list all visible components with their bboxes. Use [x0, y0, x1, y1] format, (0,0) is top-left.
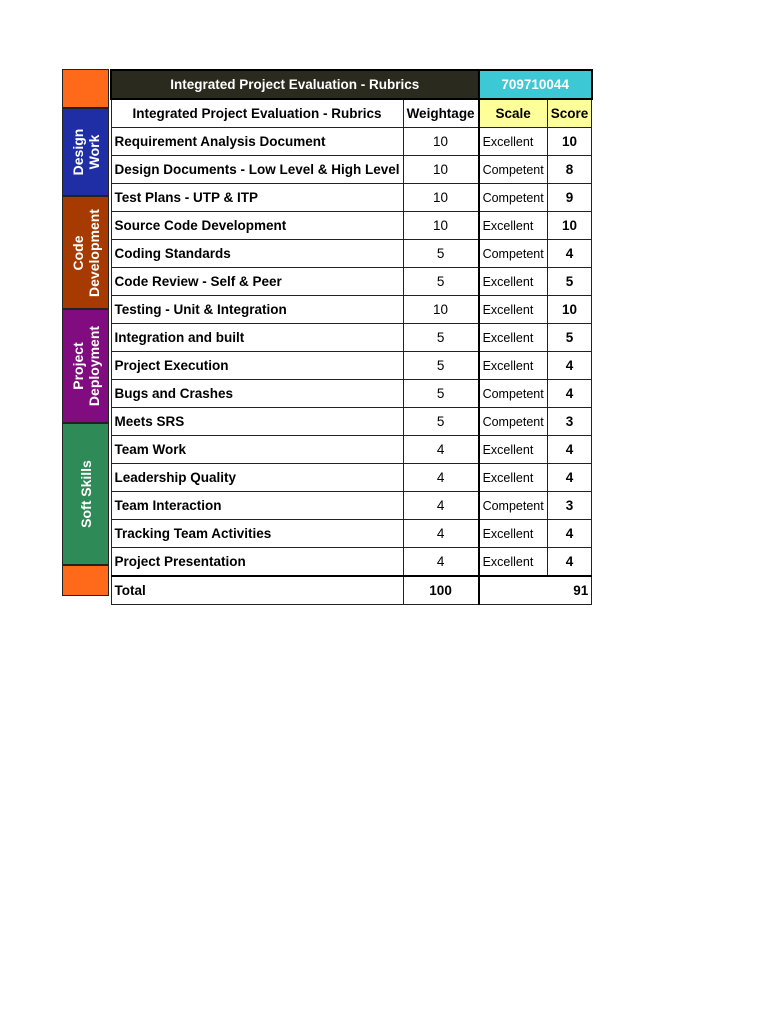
criteria-cell: Testing - Unit & Integration — [111, 296, 403, 324]
scale-cell: Excellent — [479, 352, 548, 380]
weightage-cell: 4 — [403, 520, 479, 548]
weightage-cell: 10 — [403, 156, 479, 184]
section-label: Project Deployment — [69, 325, 102, 407]
rubric-rows — [111, 128, 592, 577]
scale-cell: Excellent — [479, 212, 548, 240]
score-cell: 4 — [547, 464, 592, 492]
total-row — [111, 576, 592, 605]
criteria-cell: Code Review - Self & Peer — [111, 268, 403, 296]
score-cell: 10 — [547, 212, 592, 240]
weightage-cell: 5 — [403, 352, 479, 380]
score-cell: 4 — [547, 548, 592, 577]
score-cell: 5 — [547, 324, 592, 352]
table-row — [111, 184, 592, 212]
criteria-header: Integrated Project Evaluation - Rubrics — [111, 99, 403, 128]
scale-cell: Competent — [479, 240, 548, 268]
total-score: 91 — [479, 576, 592, 605]
table-row — [111, 352, 592, 380]
sheet-title: Integrated Project Evaluation - Rubrics — [111, 70, 479, 99]
score-cell: 10 — [547, 296, 592, 324]
criteria-cell: Requirement Analysis Document — [111, 128, 403, 156]
table-row — [111, 128, 592, 156]
rubric-table — [110, 69, 593, 605]
corner-block-bottom — [62, 565, 109, 596]
score-cell: 4 — [547, 380, 592, 408]
table-row — [111, 156, 592, 184]
score-cell: 3 — [547, 408, 592, 436]
weightage-cell: 4 — [403, 548, 479, 577]
section-design-work — [62, 108, 109, 196]
score-cell: 8 — [547, 156, 592, 184]
weightage-cell: 5 — [403, 268, 479, 296]
criteria-cell: Coding Standards — [111, 240, 403, 268]
criteria-cell: Design Documents - Low Level & High Level — [111, 156, 403, 184]
scale-cell: Excellent — [479, 464, 548, 492]
weightage-cell: 10 — [403, 184, 479, 212]
total-label: Total — [111, 576, 403, 605]
section-label: Soft Skills — [77, 460, 94, 528]
score-cell: 9 — [547, 184, 592, 212]
scale-cell: Competent — [479, 156, 548, 184]
score-header: Score — [547, 99, 592, 128]
criteria-cell: Tracking Team Activities — [111, 520, 403, 548]
scale-cell: Competent — [479, 492, 548, 520]
table-row — [111, 296, 592, 324]
section-code-development — [62, 196, 109, 309]
weightage-cell: 10 — [403, 212, 479, 240]
criteria-cell: Project Execution — [111, 352, 403, 380]
weightage-cell: 5 — [403, 408, 479, 436]
criteria-cell: Bugs and Crashes — [111, 380, 403, 408]
criteria-cell: Leadership Quality — [111, 464, 403, 492]
table-row — [111, 464, 592, 492]
table-row — [111, 548, 592, 577]
corner-block-top — [62, 69, 109, 108]
criteria-cell: Team Work — [111, 436, 403, 464]
scale-cell: Excellent — [479, 268, 548, 296]
scale-cell: Excellent — [479, 324, 548, 352]
weightage-cell: 4 — [403, 492, 479, 520]
table-row — [111, 436, 592, 464]
weightage-cell: 4 — [403, 436, 479, 464]
criteria-cell: Integration and built — [111, 324, 403, 352]
weightage-cell: 4 — [403, 464, 479, 492]
section-label: Design Work — [69, 128, 102, 176]
criteria-cell: Project Presentation — [111, 548, 403, 577]
column-header-row — [111, 99, 592, 128]
scale-cell: Competent — [479, 408, 548, 436]
scale-cell: Excellent — [479, 296, 548, 324]
scale-cell: Excellent — [479, 128, 548, 156]
scale-cell: Competent — [479, 184, 548, 212]
scale-header: Scale — [479, 99, 548, 128]
section-label: Code Development — [69, 208, 102, 297]
scale-cell: Excellent — [479, 548, 548, 577]
score-cell: 10 — [547, 128, 592, 156]
title-row — [111, 70, 592, 99]
table-row — [111, 380, 592, 408]
scale-cell: Excellent — [479, 436, 548, 464]
weightage-cell: 10 — [403, 128, 479, 156]
score-cell: 5 — [547, 268, 592, 296]
table-row — [111, 408, 592, 436]
table-row — [111, 268, 592, 296]
score-cell: 4 — [547, 520, 592, 548]
table-row — [111, 492, 592, 520]
score-cell: 4 — [547, 436, 592, 464]
criteria-cell: Meets SRS — [111, 408, 403, 436]
criteria-cell: Source Code Development — [111, 212, 403, 240]
table-row — [111, 212, 592, 240]
scale-cell: Competent — [479, 380, 548, 408]
weightage-cell: 5 — [403, 324, 479, 352]
weightage-cell: 5 — [403, 240, 479, 268]
score-cell: 4 — [547, 352, 592, 380]
weightage-cell: 10 — [403, 296, 479, 324]
table-row — [111, 520, 592, 548]
score-cell: 3 — [547, 492, 592, 520]
table-row — [111, 240, 592, 268]
weightage-header: Weightage — [403, 99, 479, 128]
scale-cell: Excellent — [479, 520, 548, 548]
criteria-cell: Test Plans - UTP & ITP — [111, 184, 403, 212]
section-project-deployment — [62, 309, 109, 423]
section-soft-skills — [62, 423, 109, 565]
total-weightage: 100 — [403, 576, 479, 605]
criteria-cell: Team Interaction — [111, 492, 403, 520]
table-row — [111, 324, 592, 352]
weightage-cell: 5 — [403, 380, 479, 408]
id-number: 709710044 — [479, 70, 592, 99]
score-cell: 4 — [547, 240, 592, 268]
